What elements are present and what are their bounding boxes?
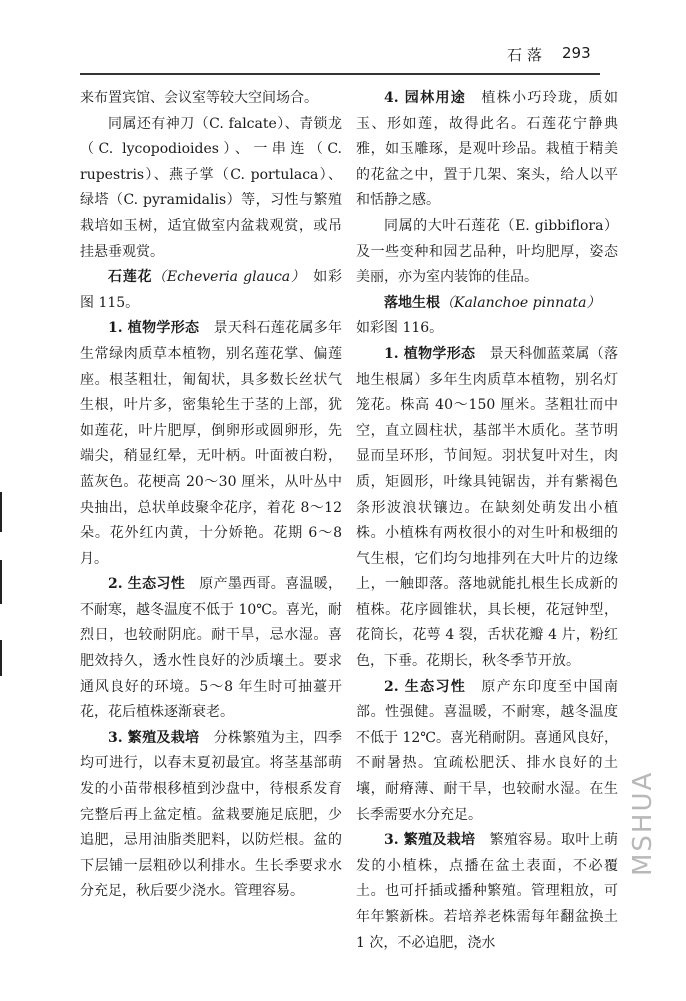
section-heading: 1. 植物学形态 (384, 345, 476, 362)
right-paragraph-ecology (356, 675, 618, 829)
section-text: 景天科伽蓝菜属（落地生根属）多年生肉质草本植物，别名灯笼花。株高 40～150 厘米。茎粗壮而中空，直立圆柱状，基部半木质化。茎节明显而呈环形，节间短。羽状复叶对生，肉质，矩圆形，叶缘具钝锯齿，并有紫褐色条形波浪状镶边。在缺刻处萌发出小植株。小植株有两枚很小的对生叶和极细的气生根，它们均匀地排列在大叶片的边缘上，一触即落。落地就能扎根生长成新的植株。花序圆锥状，具长梗，花冠钟型，花筒长，花萼 4 裂，舌状花瓣 4 片，粉红色，下垂。花期长，秋冬季节开放。 (356, 345, 618, 670)
section-text: 分株繁殖为主，四季均可进行，以春末夏初最宜。将茎基部萌发的小苗带根移植到沙盘中，待根系发育完整后再上盆定植。盆栽要施足底肥，少追肥，忌用油脂类肥料，以防烂根。盆的下层铺一层粗砂以利排水。生长季要求水分充足，秋后要少浇水。管理容易。 (80, 729, 342, 900)
left-column (80, 86, 342, 905)
right-paragraph-garden-use (356, 86, 618, 214)
section-text: 原产东印度至中国南部。性强健。喜温暖，不耐寒，越冬温度不低于 12℃。喜光稍耐阴。喜通风良好，不耐暑热。宜疏松肥沃、排水良好的土壤，耐瘠薄、耐干旱，也较耐水湿。在生长季需要水分充足。 (356, 678, 619, 823)
entry-title: 落地生根 (384, 294, 440, 311)
section-text: 原产墨西哥。喜温暖，不耐寒，越冬温度不低于 10℃。喜光，耐烈日，也较耐阴庇。耐干旱，忌水湿。喜肥效持久，透水性良好的沙质壤土。要求通风良好的环境。5～8 年生时可抽薹开花，花后植株逐渐衰老。 (80, 576, 342, 721)
section-heading: 2. 生态习性 (384, 678, 467, 695)
header-rule (80, 73, 600, 75)
section-text: 繁殖容易。取叶上萌发的小植株，点播在盆土表面，不必覆土。也可扦插或播种繁殖。管理粗放，可年年繁新株。若培养老株需每年翻盆换土 1 次，不必追肥，浇水 (356, 832, 618, 951)
watermark-text: MSHUA (628, 770, 658, 876)
right-paragraph-cultivation (356, 828, 618, 956)
right-paragraph-morphology (356, 342, 618, 675)
left-paragraph-2: 同属还有神刀（C. falcate）、青锁龙（C. lycopodioides）、一串连（C. rupestris）、燕子掌（C. portulaca）、绿塔（C. pyramidalis）等，习性与繁殖栽培如玉树，适宜做室内盆栽观赏，或吊挂悬垂观赏。 (80, 115, 342, 260)
entry-title: 石莲花 (108, 269, 153, 286)
section-heading: 3. 繁殖及栽培 (108, 729, 200, 746)
section-heading: 2. 生态习性 (108, 576, 185, 593)
right-column (356, 86, 618, 956)
entry-kalanchoe (356, 291, 618, 342)
right-paragraph-2: 同属的大叶石莲花（E. gibbiflora）及一些变种和园艺品种，叶均肥厚，姿态美丽，亦为室内装饰的佳品。 (356, 217, 618, 286)
entry-figure-ref: 如彩图 116。 (356, 320, 444, 337)
left-paragraph-ecology (80, 572, 342, 726)
section-heading: 3. 繁殖及栽培 (384, 832, 476, 849)
section-text: 景天科石莲花属多年生常绿肉质草本植物，别名莲花掌、偏莲座。根茎粗壮，匍匐状，具多数长丝状气生根，叶片多，密集轮生于茎的上部，犹如莲花，叶片肥厚，倒卵形或圆卵形，先端尖，稍显红晕，无叶柄。叶面被白粉，蓝灰色。花梗高 20～30 厘米，从叶丛中央抽出，总状单歧聚伞花序，着花 8～12 朵。花外红内黄，十分娇艳。花期 6～8 月。 (80, 320, 342, 567)
scan-edge-mark (0, 560, 2, 604)
running-header-title: 石落 (507, 46, 548, 64)
page-number: 293 (562, 44, 591, 62)
entry-latin-name: （Kalanchoe pinnata） (440, 294, 601, 311)
scan-edge-mark (0, 640, 2, 676)
entry-figure-ref: 如彩图 115。 (80, 269, 343, 311)
section-text: 植株小巧玲珑，质如玉、形如莲，故得此名。石莲花宁静典雅，如玉雕琢，是观叶珍品。栽植于精美的花盆之中，置于几架、案头，给人以平和恬静之感。 (356, 90, 619, 209)
left-paragraph-1: 来布置宾馆、会议室等较大空间场合。 (80, 90, 318, 106)
left-paragraph-morphology (80, 316, 342, 572)
entry-latin-name: （Echeveria glauca） (152, 269, 299, 286)
section-heading: 4. 园林用途 (384, 90, 467, 106)
left-paragraph-cultivation (80, 726, 342, 905)
entry-echeveria (80, 265, 342, 316)
section-heading: 1. 植物学形态 (108, 320, 200, 337)
scan-edge-mark (0, 492, 2, 532)
